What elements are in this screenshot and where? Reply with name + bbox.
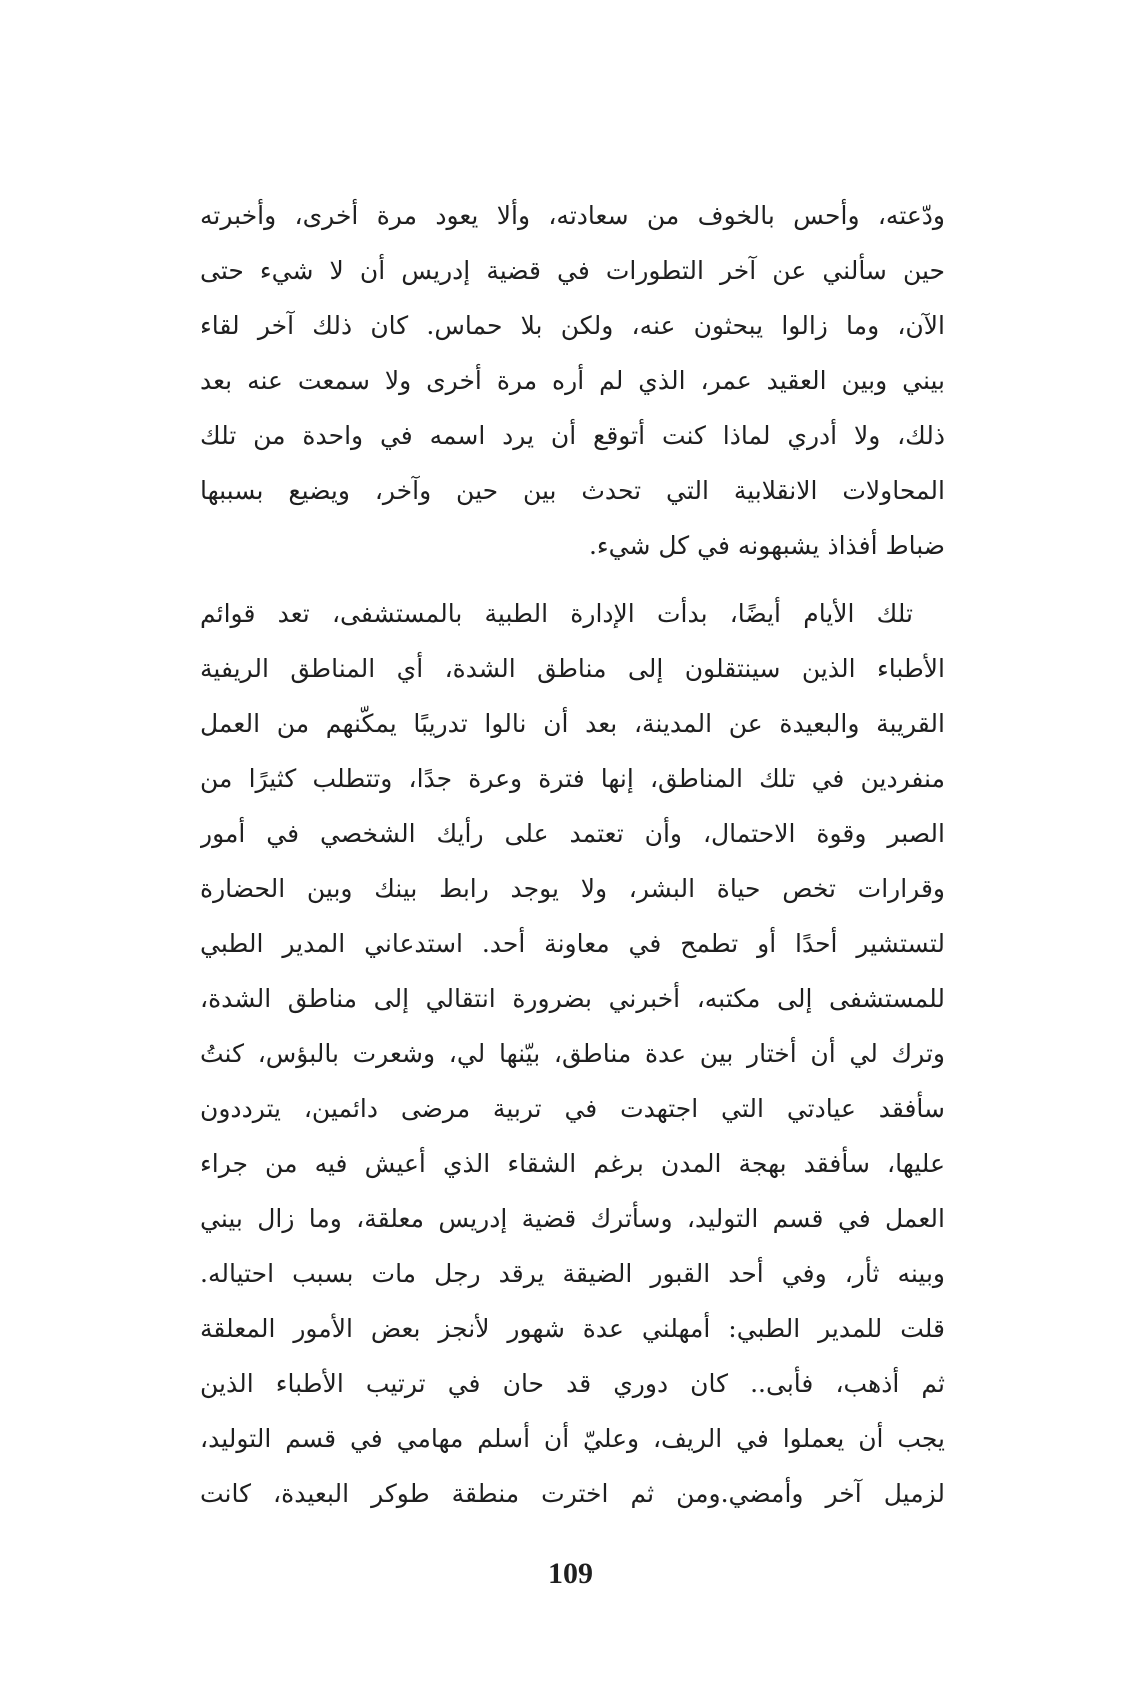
text-line: القريبة والبعيدة عن المدينة، بعد أن نالوا تدريبًا يمكّنهم من العمل [200,709,945,738]
paragraph-2 [200,586,945,1521]
text-line: قلت للمدير الطبي: أمهلني عدة شهور لأنجز بعض الأمور المعلقة [200,1314,945,1343]
text-line: حين سألني عن آخر التطورات في قضية إدريس أن لا شيء حتى [200,256,945,285]
text-line: ضباط أفذاذ يشبهونه في كل شيء. [588,531,945,560]
text-line: الصبر وقوة الاحتمال، وأن تعتمد على رأيك الشخصي في أمور [200,819,945,848]
text-line: منفردين في تلك المناطق، إنها فترة وعرة جدًا، وتتطلب كثيرًا من [200,764,945,793]
text-line: وبينه ثأر، وفي أحد القبور الضيقة يرقد رجل مات بسبب احتياله. [200,1259,945,1288]
text-line: الآن، وما زالوا يبحثون عنه، ولكن بلا حماس. كان ذلك آخر لقاء [200,311,945,340]
text-line: ودّعته، وأحس بالخوف من سعادته، وألا يعود مرة أخرى، وأخبرته [200,201,945,230]
text-line: وترك لي أن أختار بين عدة مناطق، بيّنها لي، وشعرت بالبؤس، كنتُ [200,1039,945,1068]
text-line: ثم أذهب، فأبى.. كان دوري قد حان في ترتيب الأطباء الذين [200,1369,945,1398]
text-line: يجب أن يعملوا في الريف، وعليّ أن أسلم مهامي في قسم التوليد، [200,1424,945,1453]
text-line: الأطباء الذين سينتقلون إلى مناطق الشدة، أي المناطق الريفية [200,654,945,683]
text-line: وقرارات تخص حياة البشر، ولا يوجد رابط بينك وبين الحضارة [200,874,945,903]
text-line: لتستشير أحدًا أو تطمح في معاونة أحد. استدعاني المدير الطبي [200,929,945,958]
text-line: لزميل آخر وأمضي.ومن ثم اخترت منطقة طوكر البعيدة، كانت [200,1479,945,1508]
text-line: العمل في قسم التوليد، وسأترك قضية إدريس معلقة، وما زال بيني [200,1204,945,1233]
text-line: سأفقد عيادتي التي اجتهدت في تربية مرضى دائمين، يترددون [200,1094,945,1123]
text-line: ذلك، ولا أدري لماذا كنت أتوقع أن يرد اسمه في واحدة من تلك [200,421,945,450]
paragraph-1 [200,188,945,573]
text-line: للمستشفى إلى مكتبه، أخبرني بضرورة انتقالي إلى مناطق الشدة، [200,984,945,1013]
text-line: المحاولات الانقلابية التي تحدث بين حين وآخر، ويضيع بسببها [200,476,945,505]
text-line: تلك الأيام أيضًا، بدأت الإدارة الطبية بالمستشفى، تعد قوائم [200,599,913,628]
text-line: بيني وبين العقيد عمر، الذي لم أره مرة أخرى ولا سمعت عنه بعد [200,366,945,395]
text-line: عليها، سأفقد بهجة المدن برغم الشقاء الذي أعيش فيه من جراء [200,1149,945,1178]
page-number: 109 [548,1557,593,1590]
